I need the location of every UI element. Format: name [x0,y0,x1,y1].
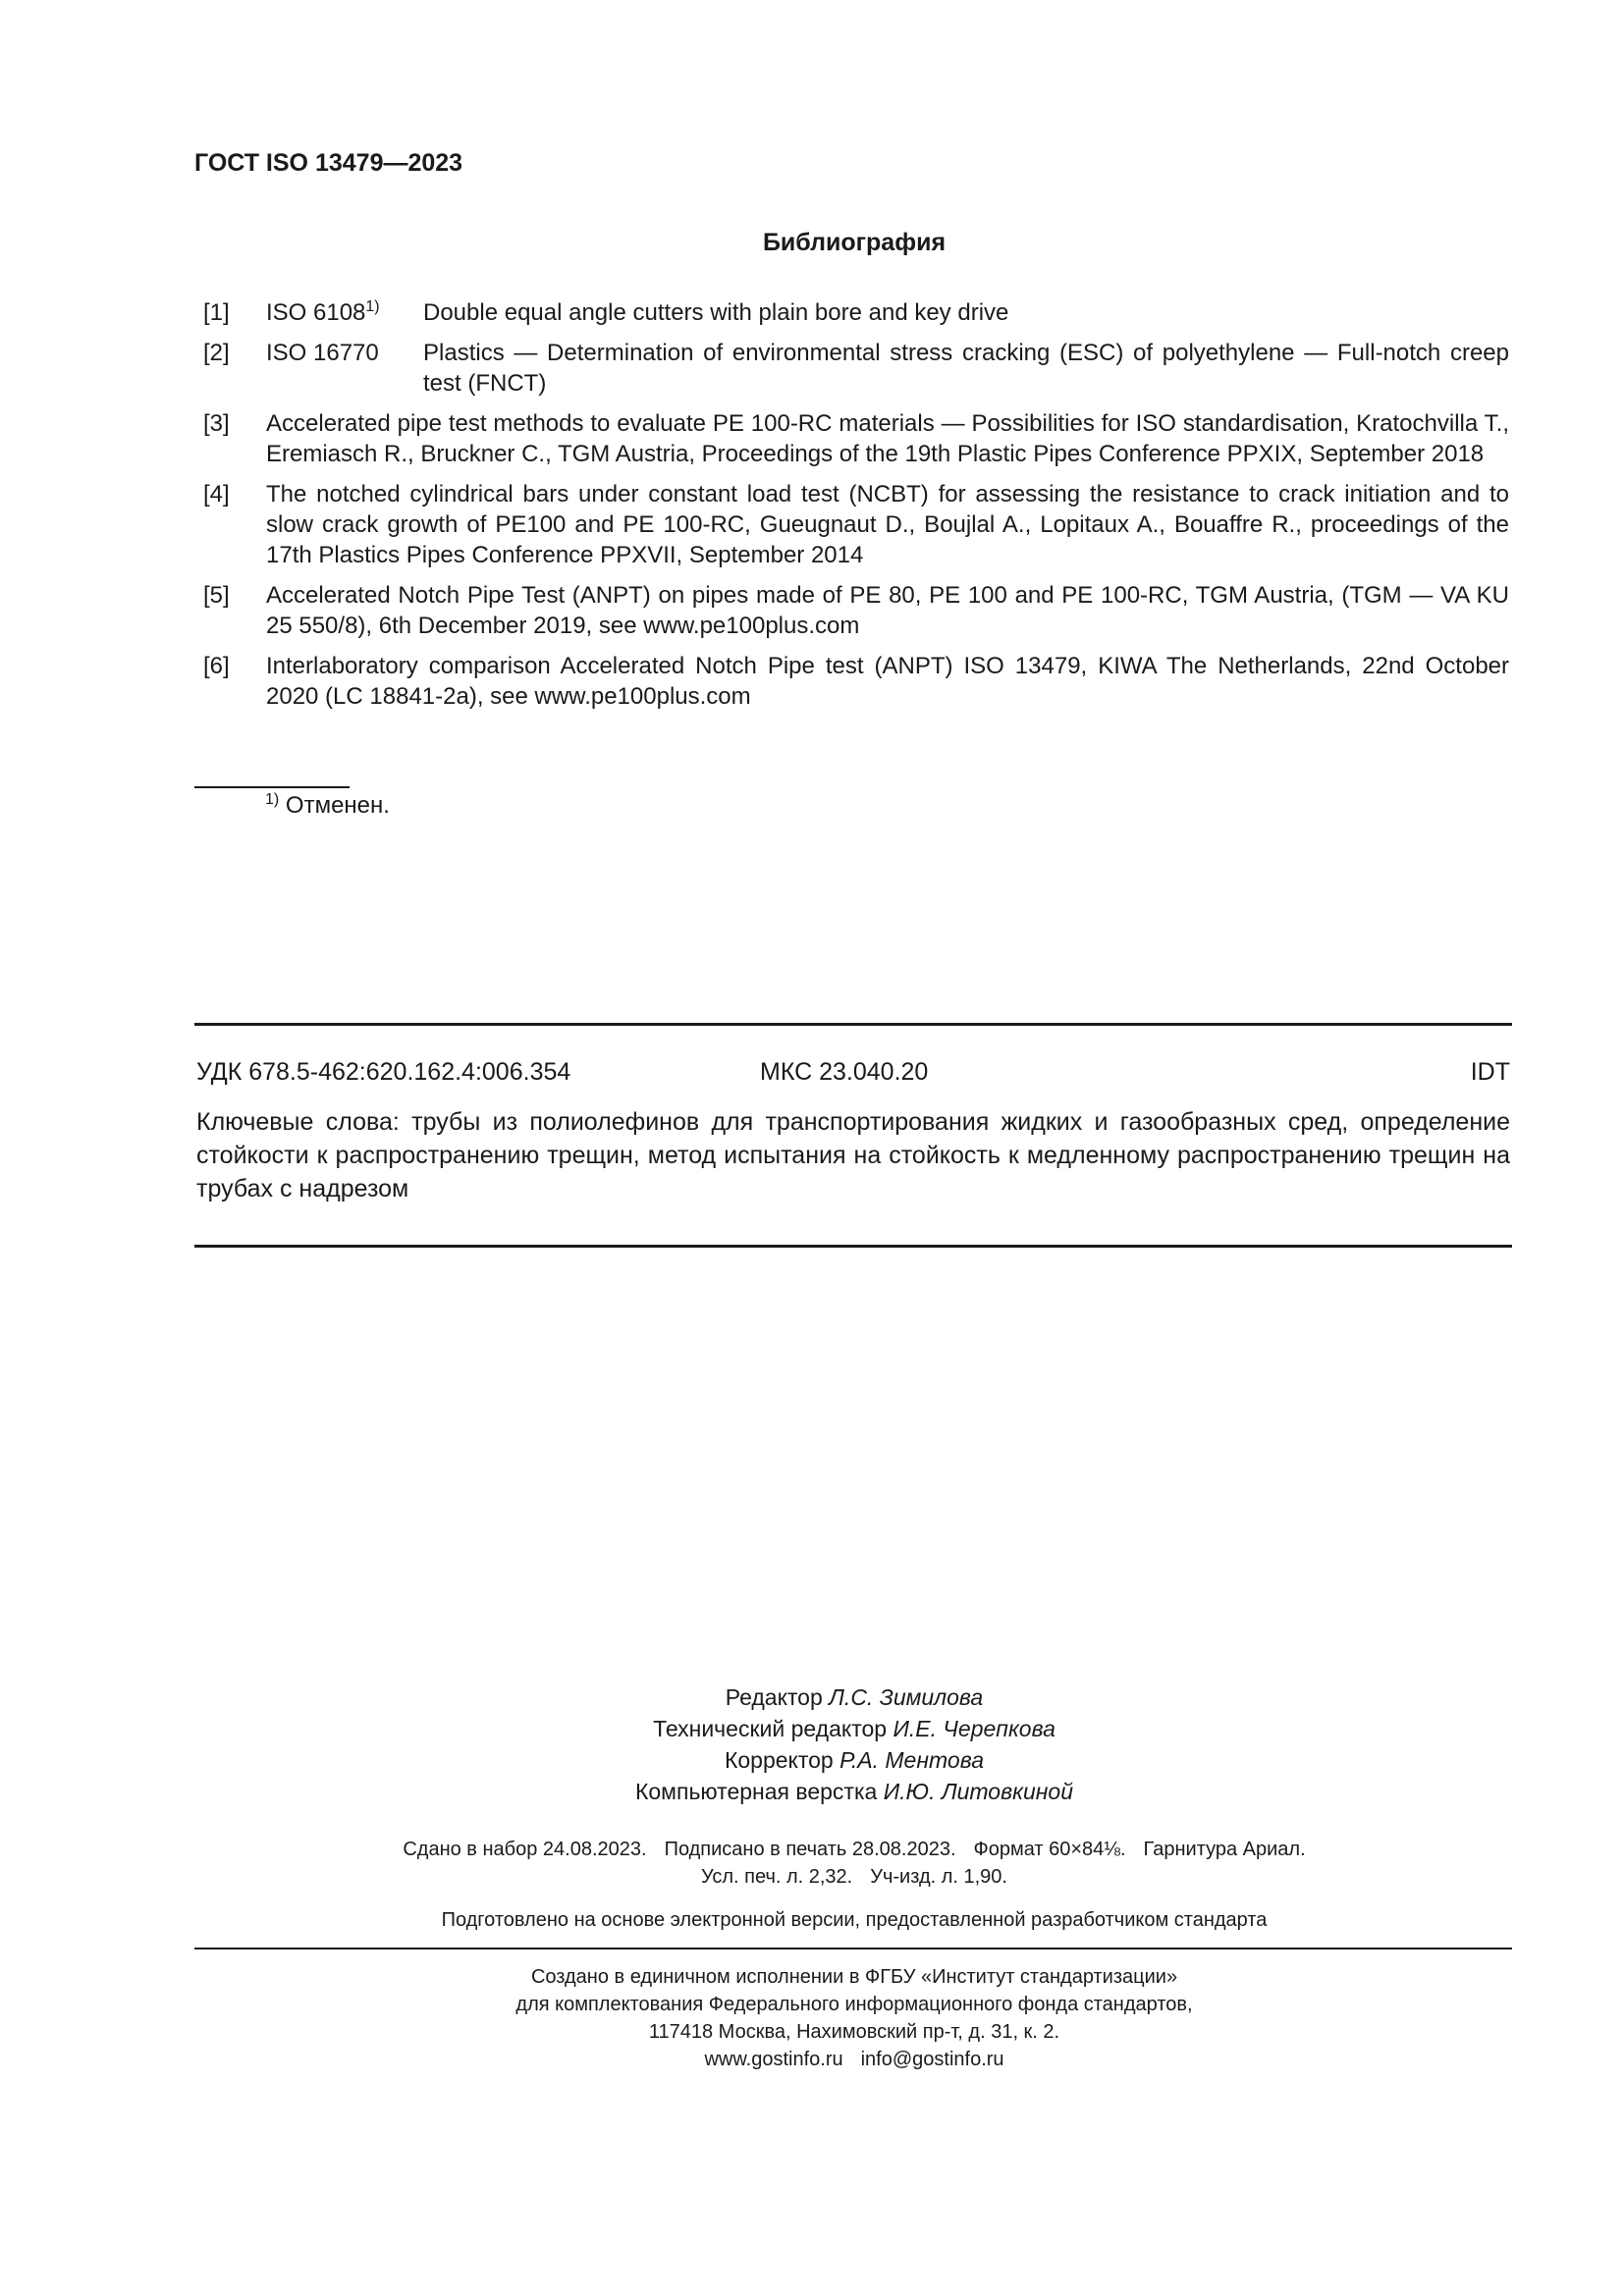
bibliography-list [203,297,1509,721]
bibliography-item [203,651,1509,712]
editorial-credits [0,1682,1624,1807]
top-rule [194,1023,1512,1026]
bib-number: [5] [203,582,230,609]
keywords-paragraph: Ключевые слова: трубы из полиолефинов для транспортирования жидких и газообразных сред, определение стойкости к распространению трещин, метод испытания на стойкость к медленному распространению трещин на трубах с надрезом [196,1108,1510,1202]
credit-line [0,1744,1624,1776]
credit-line [0,1776,1624,1807]
footnote-text: Отменен. [285,792,390,819]
paper-format: Формат 60×84⅛. [973,1839,1126,1860]
bib-text: Accelerated Notch Pipe Test (ANPT) on pipes made of PE 80, PE 100 and PE 100-RC, TGM Austria, (TGM — VA KU 25 550/8), 6th December 2019, see www.pe100plus.com [266,582,1509,639]
idt-marker: IDT [1470,1058,1510,1086]
bib-number: [1] [203,299,230,326]
credit-role: Корректор [724,1747,834,1773]
credit-person: И.Ю. Литовкиной [883,1779,1073,1804]
credit-person: И.Е. Черепкова [893,1716,1056,1741]
footnote-mark: 1) [265,791,280,808]
bib-code-text: ISO 6108 [266,299,366,326]
bib-standard-code: ISO 16770 [266,340,379,366]
publisher-info [0,1963,1624,2073]
edit-sheets: Уч-изд. л. 1,90. [870,1866,1007,1888]
udk-code: УДК 678.5-462:620.162.4:006.354 [196,1058,571,1086]
bibliography-item [203,297,1509,328]
publication-line [0,1863,1624,1891]
bibliography-item [203,338,1509,399]
publisher-line: Создано в единичном исполнении в ФГБУ «Институт стандартизации» [530,1966,1178,1988]
publication-info [0,1836,1624,1891]
bottom-rule [194,1245,1512,1248]
bib-number: [3] [203,410,230,437]
footnote-divider [194,786,350,788]
bib-number: [4] [203,481,230,507]
credit-role: Компьютерная верстка [634,1779,878,1804]
credit-role: Технический редактор [653,1716,888,1741]
footnote [265,792,390,820]
bib-number: [6] [203,653,230,679]
bib-number: [2] [203,340,230,366]
bib-text: The notched cylindrical bars under constant load test (NCBT) for assessing the resistance to crack initiation and to slow crack growth of PE100 and PE 100-RC, Gueugnaut D., Boujlal A., Lopitaux A., Bouaffre R., proceedings of the 17th Plastics Pipes Conference PPXVII, September 2014 [266,481,1509,568]
publication-line [0,1836,1624,1863]
prepared-note: Подготовлено на основе электронной версии, предоставленной разработчиком стандарта [441,1909,1268,1931]
mks-code: МКС 23.040.20 [760,1058,929,1086]
typeface: Гарнитура Ариал. [1143,1839,1306,1860]
bibliography-title: Библиография [762,229,947,256]
publisher-line: для комплектования Федерального информационного фонда стандартов, [515,1994,1193,2015]
publisher-contacts [0,2046,1624,2073]
bib-text: Plastics — Determination of environmental stress cracking (ESC) of polyethylene — Full-notch creep test (FNCT) [423,340,1509,397]
bib-text: Accelerated pipe test methods to evaluate PE 100-RC materials — Possibilities for ISO standardisation, Kratochvilla T., Eremiasch R., Bruckner C., TGM Austria, Proceedings of the 19th Plastic Pipes Conference PPXIX, September 2018 [266,410,1509,467]
bibliography-item [203,580,1509,641]
credit-person: Р.А. Ментова [839,1747,984,1773]
signed-date: Подписано в печать 28.08.2023. [664,1839,956,1860]
publisher-rule [194,1948,1512,1949]
footnote-reference: 1) [365,298,380,315]
print-sheets: Усл. печ. л. 2,32. [701,1866,853,1888]
bib-text: Double equal angle cutters with plain bore and key drive [423,299,1009,326]
bibliography-item [203,479,1509,570]
credit-line [0,1682,1624,1713]
bib-text: Interlaboratory comparison Accelerated Notch Pipe test (ANPT) ISO 13479, KIWA The Netherlands, 22nd October 2020 (LC 18841-2a), see www.pe100plus.com [266,653,1509,710]
bibliography-item [203,408,1509,469]
website-link[interactable]: www.gostinfo.ru [704,2049,843,2070]
email-link[interactable]: info@gostinfo.ru [860,2049,1004,2070]
document-code: ГОСТ ISO 13479—2023 [194,149,463,177]
credit-role: Редактор [725,1684,823,1710]
publisher-address: 117418 Москва, Нахимовский пр-т, д. 31, к. 2. [648,2021,1060,2043]
credit-person: Л.С. Зимилова [829,1684,984,1710]
bib-standard-code [266,297,423,328]
credit-line [0,1713,1624,1744]
submitted-date: Сдано в набор 24.08.2023. [403,1839,647,1860]
